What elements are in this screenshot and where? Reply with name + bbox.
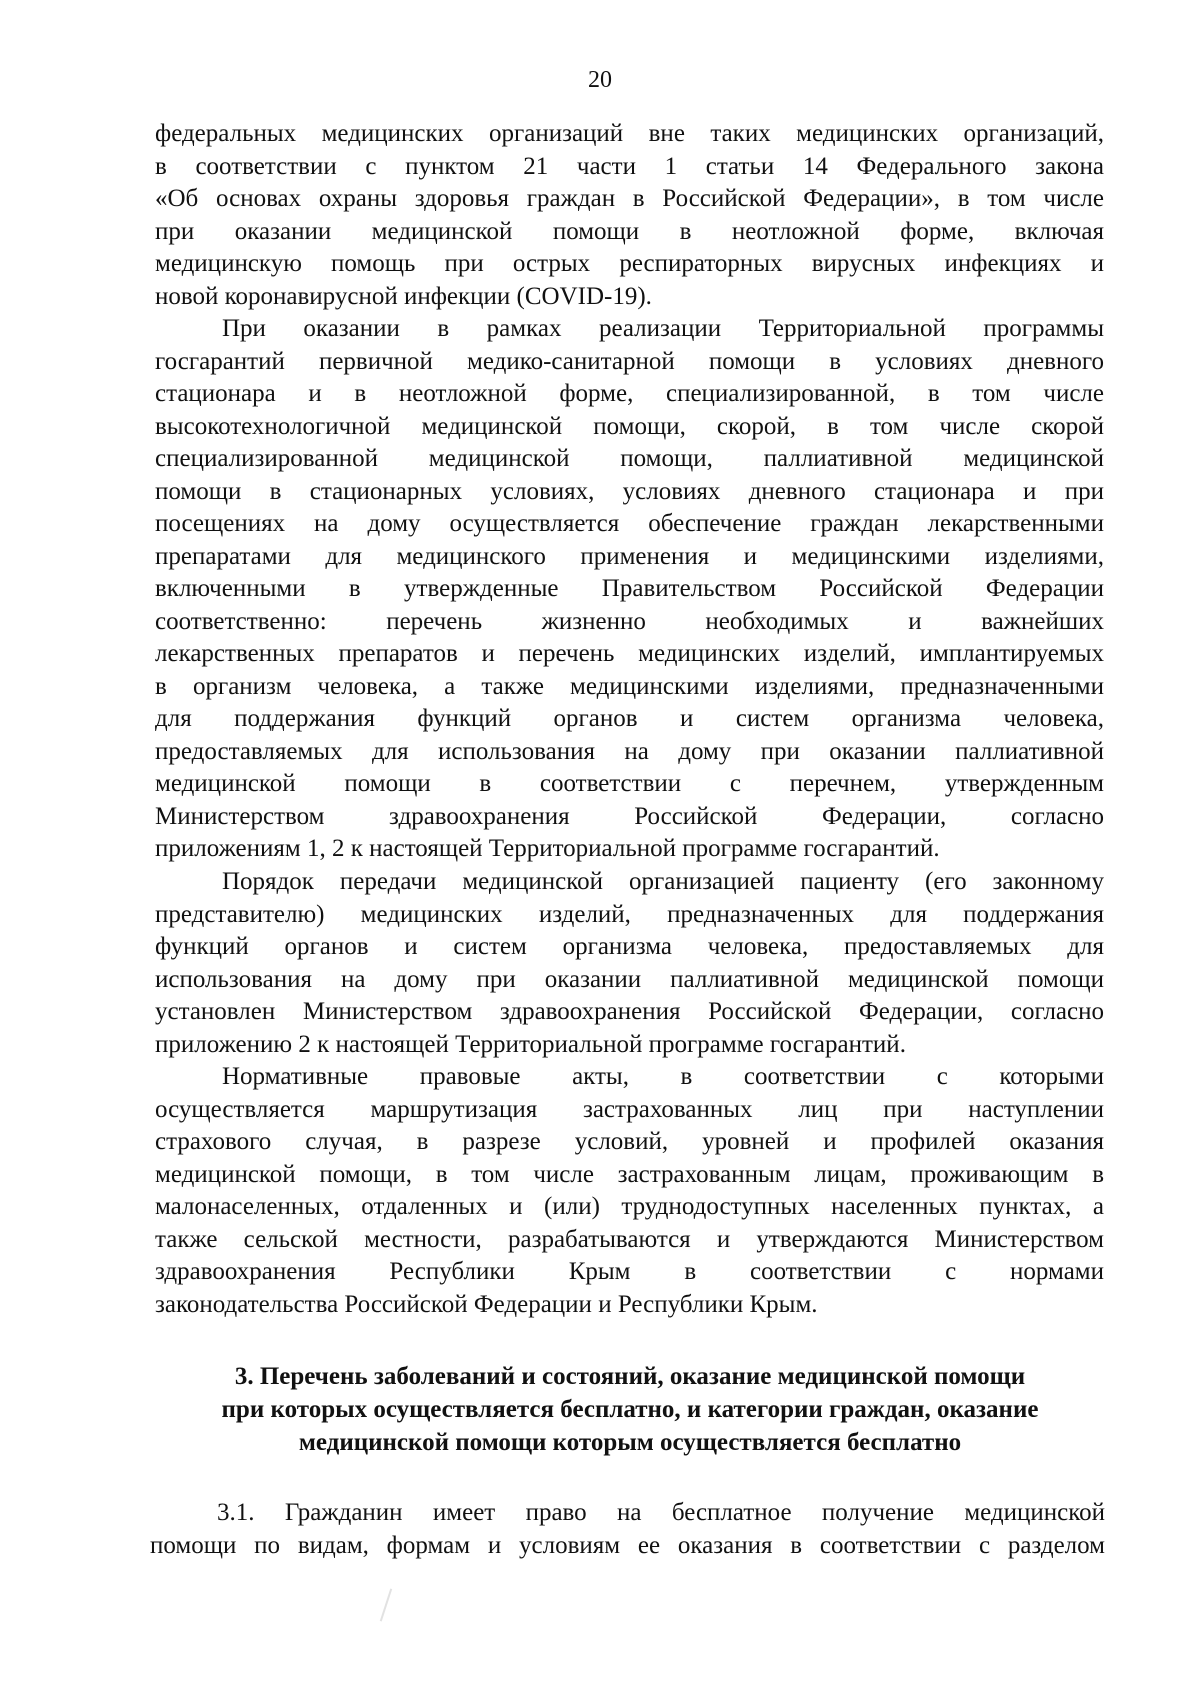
section-heading-line: при которых осуществляется бесплатно, и категории граждан, оказание <box>221 1396 1039 1423</box>
paragraph-line: здравоохранения Республики Крым в соответствии с нормами <box>155 1258 1104 1285</box>
paragraph-3 <box>155 866 1104 1061</box>
paragraph-line: медицинскую помощь при острых респираторных вирусных инфекциях и <box>155 250 1104 277</box>
paragraph-line: госгарантий первичной медико-санитарной помощи в условиях дневного <box>155 347 1104 375</box>
paragraph-line: представителю) медицинских изделий, предназначенных для поддержания <box>155 900 1104 928</box>
paragraph-line: помощи в стационарных условиях, условиях дневного стационара и при <box>155 477 1104 505</box>
paragraph-line: также сельской местности, разрабатываются и утверждаются Министерством <box>155 1225 1104 1253</box>
paragraph-line: для поддержания функций органов и систем организма человека, <box>155 705 1104 732</box>
paragraph-line: Порядок передачи медицинской организацией пациенту (его законному <box>222 868 1104 895</box>
paragraph-line: установлен Министерством здравоохранения Российской Федерации, согласно <box>155 998 1104 1025</box>
paragraph-line: приложению 2 к настоящей Территориальной программе госгарантий. <box>155 1030 906 1058</box>
page-number: 20 <box>588 67 612 93</box>
paragraph-line: осуществляется маршрутизация застрахованных лиц при наступлении <box>155 1095 1104 1123</box>
paragraph-line: специализированной медицинской помощи, паллиативной медицинской <box>155 445 1104 472</box>
paragraph-line: препаратами для медицинского применения и медицинскими изделиями, <box>155 542 1104 570</box>
paragraph-line: посещениях на дому осуществляется обеспечение граждан лекарственными <box>155 510 1104 537</box>
paragraph-line: в организм человека, а также медицинскими изделиями, предназначенными <box>155 672 1104 700</box>
paragraph-line: малонаселенных, отдаленных и (или) труднодоступных населенных пунктах, а <box>155 1193 1104 1220</box>
paragraph-line: законодательства Российской Федерации и Республики Крым. <box>155 1290 818 1318</box>
paragraph-4 <box>155 1061 1104 1321</box>
paragraph-line: при оказании медицинской помощи в неотложной форме, включая <box>155 217 1104 245</box>
paragraph-1 <box>155 118 1104 313</box>
paragraph-line: лекарственных препаратов и перечень медицинских изделий, имплантируемых <box>155 640 1104 667</box>
paragraph-line: функций органов и систем организма человека, предоставляемых для <box>155 933 1104 960</box>
paragraph-line: Нормативные правовые акты, в соответствии с которыми <box>222 1063 1104 1090</box>
paragraph-line: включенными в утвержденные Правительством Российской Федерации <box>155 575 1104 602</box>
paragraph-line: соответственно: перечень жизненно необходимых и важнейших <box>155 607 1104 635</box>
paragraph-line: «Об основах охраны здоровья граждан в Российской Федерации», в том числе <box>155 185 1104 212</box>
section-heading <box>150 1360 1110 1459</box>
paragraph-line: медицинской помощи в соответствии с перечнем, утвержденным <box>155 770 1104 797</box>
section-heading-line: медицинской помощи которым осуществляется бесплатно <box>298 1429 962 1456</box>
paragraph-line: 3.1. Гражданин имеет право на бесплатное получение медицинской <box>217 1499 1105 1526</box>
scan-mark <box>380 1589 392 1622</box>
paragraph-line: Министерством здравоохранения Российской Федерации, согласно <box>155 802 1104 830</box>
paragraph-line: новой коронавирусной инфекции (COVID-19). <box>155 282 652 310</box>
paragraph-line: предоставляемых для использования на дому при оказании паллиативной <box>155 737 1104 765</box>
paragraph-line: стационара и в неотложной форме, специализированной, в том числе <box>155 380 1104 407</box>
paragraph-line: использования на дому при оказании паллиативной медицинской помощи <box>155 965 1104 993</box>
section-heading-line: 3. Перечень заболеваний и состояний, оказание медицинской помощи <box>234 1363 1026 1390</box>
paragraph-2 <box>155 313 1104 866</box>
paragraph-line: в соответствии с пунктом 21 части 1 статьи 14 Федерального закона <box>155 152 1104 180</box>
paragraph-line: При оказании в рамках реализации Территориальной программы <box>222 315 1104 342</box>
paragraph-line: высокотехнологичной медицинской помощи, скорой, в том числе скорой <box>155 412 1104 440</box>
paragraph-line: федеральных медицинских организаций вне таких медицинских организаций, <box>155 120 1104 147</box>
paragraph-line: помощи по видам, формам и условиям ее оказания в соответствии с разделом <box>150 1532 1105 1559</box>
paragraph-line: приложениям 1, 2 к настоящей Территориальной программе госгарантий. <box>155 835 940 862</box>
paragraph-line: медицинской помощи, в том числе застрахованным лицам, проживающим в <box>155 1160 1104 1188</box>
paragraph-line: страхового случая, в разрезе условий, уровней и профилей оказания <box>155 1128 1104 1155</box>
section-paragraph <box>150 1496 1105 1562</box>
